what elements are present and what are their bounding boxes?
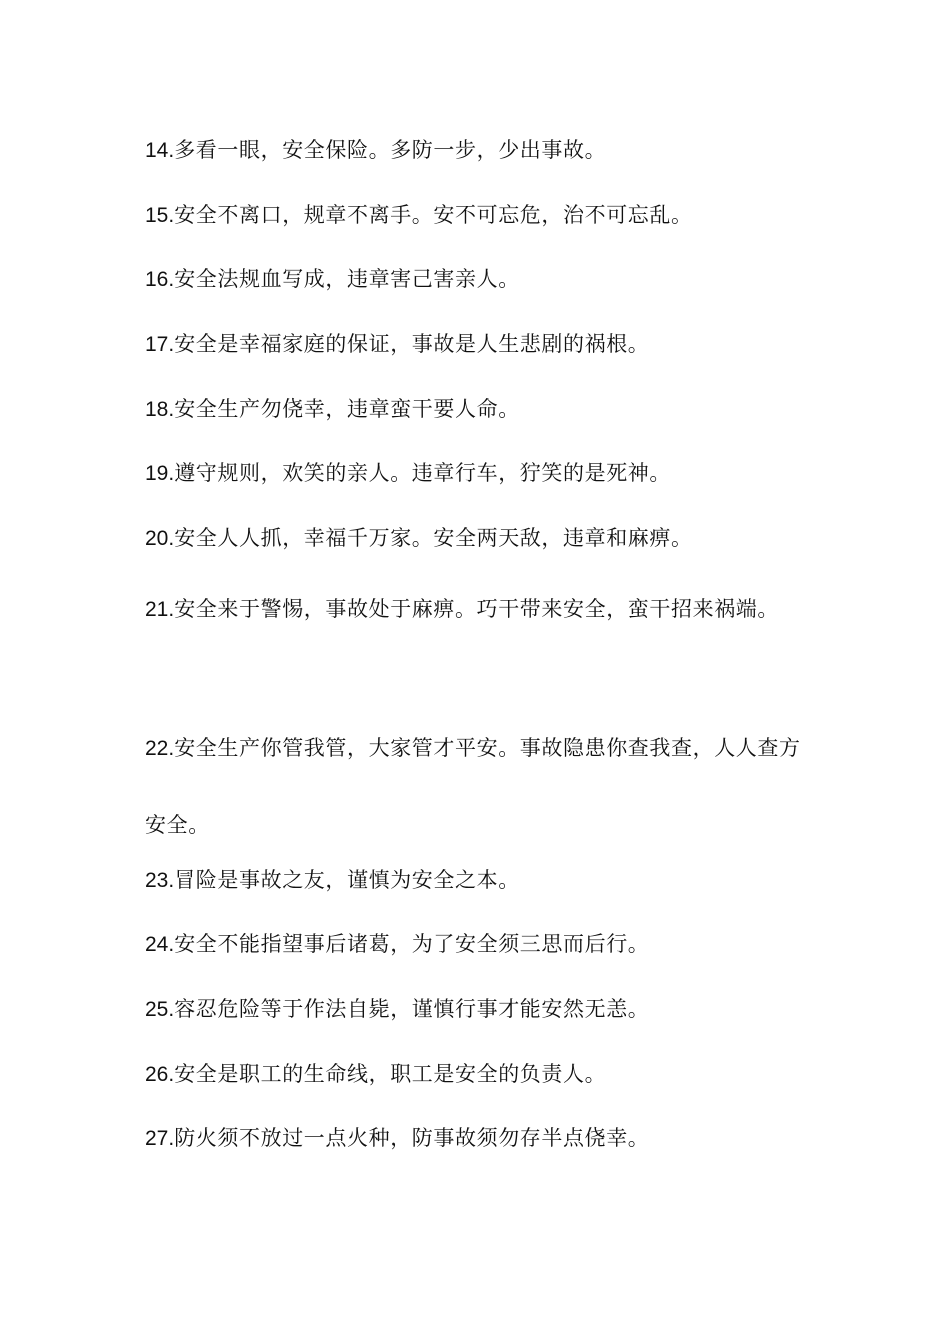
slogan-item: [145, 441, 810, 506]
slogan-item: [145, 1106, 810, 1171]
slogan-item: [145, 912, 810, 977]
slogan-text: 多看一眼，安全保险。多防一步，少出事故。: [174, 138, 607, 162]
slogan-number: 22.: [145, 737, 175, 760]
slogan-number: 14.: [145, 139, 175, 162]
slogan-item: [145, 710, 810, 863]
slogan-number: 23.: [145, 869, 175, 892]
slogan-text: 遵守规则，欢笑的亲人。违章行车，狞笑的是死神。: [174, 461, 672, 485]
slogan-text: 容忍危险等于作法自毙，谨慎行事才能安然无恙。: [174, 997, 650, 1021]
slogan-number: 18.: [145, 398, 175, 421]
slogan-text: 安全人人抓，幸福千万家。安全两天敌，违章和麻痹。: [174, 526, 693, 550]
slogan-number: 19.: [145, 462, 175, 485]
slogan-text: 安全不能指望事后诸葛，为了安全须三思而后行。: [174, 932, 650, 956]
slogan-text: 安全是职工的生命线，职工是安全的负责人。: [174, 1062, 607, 1086]
slogan-text: 安全是幸福家庭的保证，事故是人生悲剧的祸根。: [174, 332, 650, 356]
slogan-text: 防火须不放过一点火种，防事故须勿存半点侥幸。: [174, 1126, 650, 1150]
slogan-item: [145, 183, 810, 248]
slogan-item: [145, 247, 810, 312]
slogan-text: 安全生产勿侥幸，违章蛮干要人命。: [174, 397, 520, 421]
slogan-number: 24.: [145, 933, 175, 956]
slogan-text: 安全不离口，规章不离手。安不可忘危，治不可忘乱。: [174, 203, 693, 227]
slogan-item: [145, 977, 810, 1042]
slogan-item: [145, 1042, 810, 1107]
slogan-number: 16.: [145, 268, 175, 291]
slogan-text: 安全生产你管我管，大家管才平安。事故隐患你查我查，人人查方安全。: [145, 736, 801, 837]
slogan-item: [145, 571, 810, 648]
slogan-item: [145, 118, 810, 183]
slogan-number: 26.: [145, 1063, 175, 1086]
slogan-item: [145, 506, 810, 571]
slogan-number: 25.: [145, 998, 175, 1021]
slogan-number: 15.: [145, 204, 175, 227]
slogan-item: [145, 848, 810, 913]
slogan-text: 安全来于警惕，事故处于麻痹。巧干带来安全，蛮干招来祸端。: [174, 597, 780, 621]
slogan-item: [145, 377, 810, 442]
slogan-number: 20.: [145, 527, 175, 550]
slogan-number: 21.: [145, 598, 175, 621]
slogan-number: 17.: [145, 333, 175, 356]
slogan-item: [145, 312, 810, 377]
slogan-text: 安全法规血写成，违章害己害亲人。: [174, 267, 520, 291]
slogan-text: 冒险是事故之友，谨慎为安全之本。: [174, 868, 520, 892]
slogan-number: 27.: [145, 1127, 175, 1150]
